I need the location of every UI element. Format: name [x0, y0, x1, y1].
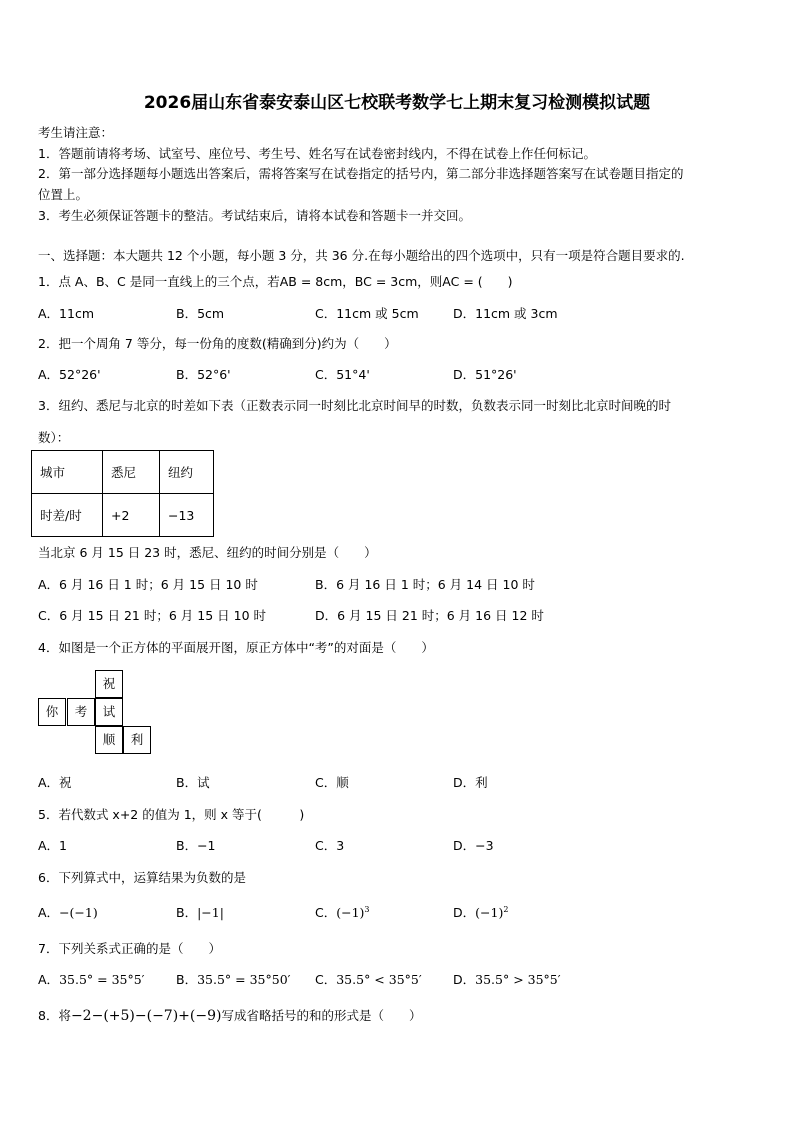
math-expression: (−1)	[475, 905, 504, 920]
exponent: 3	[364, 904, 370, 914]
math-expression: 35.5° = 35°5′	[59, 972, 145, 987]
q7-option-c	[315, 970, 422, 988]
timezone-table	[31, 450, 214, 537]
table-cell: 纽约	[160, 451, 214, 494]
q2-option-a: A．52°26'	[38, 367, 101, 382]
q7-option-b	[176, 970, 290, 988]
notice-item: 位置上。	[38, 187, 89, 202]
q5-option-a: A．1	[38, 838, 68, 853]
notice-item: 1．答题前请将考场、试室号、座位号、考生号、姓名写在试卷密封线内，不得在试卷上作任何标记。	[38, 146, 596, 161]
q2-option-b: B．52°6'	[176, 367, 231, 382]
notice-item: 3．考生必须保证答题卡的整洁。考试结束后，请将本试卷和答题卡一并交回。	[38, 208, 471, 223]
q5-option-d: D．−3	[453, 838, 494, 853]
question-4-stem: 4．如图是一个正方体的平面展开图，原正方体中“考”的对面是（ ）	[38, 640, 434, 655]
q4-option-c: C．顺	[315, 775, 349, 790]
q6-option-d	[453, 903, 508, 921]
q7-option-a	[38, 970, 145, 988]
q1-option-a: A．11cm	[38, 306, 95, 321]
math-expression: −(−1)	[59, 905, 98, 920]
q2-option-d: D．51°26'	[453, 367, 517, 382]
math-expression: 35.5° = 35°50′	[197, 972, 291, 987]
question-7-stem: 7．下列关系式正确的是（ ）	[38, 941, 221, 956]
net-cell: 祝	[95, 670, 123, 698]
question-text: 写成省略括号的和的形式是（ ）	[221, 1008, 422, 1023]
exponent: 2	[503, 904, 509, 914]
table-cell: +2	[103, 494, 160, 537]
math-expression: −2−(+5)−(−7)+(−9)	[70, 1008, 222, 1024]
cube-net-diagram	[38, 670, 158, 760]
table-cell: 城市	[32, 451, 103, 494]
question-5-stem: 5．若代数式 x+2 的值为 1，则 x 等于( )	[38, 807, 305, 822]
q3-option-c: C．6 月 15 日 21 时；6 月 15 日 10 时	[38, 608, 266, 623]
option-label: C．	[315, 972, 337, 987]
q5-option-b: B．−1	[176, 838, 216, 853]
net-cell: 顺	[95, 726, 123, 754]
math-expression: 35.5° > 35°5′	[475, 972, 561, 987]
q5-option-c: C．3	[315, 838, 345, 853]
section-heading: 一、选择题：本大题共 12 个小题，每小题 3 分，共 36 分.在每小题给出的四个选项中，只有一项是符合题目要求的.	[38, 248, 685, 263]
q1-option-d: D．11cm 或 3cm	[453, 306, 558, 321]
option-label: A．	[38, 905, 60, 920]
q3-option-a: A．6 月 16 日 1 时；6 月 15 日 10 时	[38, 577, 258, 592]
option-label: C．	[315, 905, 337, 920]
math-expression: |−1|	[197, 905, 224, 920]
notice-heading: 考生请注意：	[38, 125, 114, 140]
question-3-question: 当北京 6 月 15 日 23 时，悉尼、纽约的时间分别是（ ）	[38, 545, 377, 560]
q3-option-d: D．6 月 15 日 21 时；6 月 16 日 12 时	[315, 608, 544, 623]
table-cell: −13	[160, 494, 214, 537]
net-cell: 试	[95, 698, 123, 726]
q6-option-c	[315, 903, 370, 921]
question-6-stem: 6．下列算式中，运算结果为负数的是	[38, 870, 246, 885]
question-number: 8．将	[38, 1008, 71, 1023]
q1-option-b: B．5cm	[176, 306, 225, 321]
q2-option-c: C．51°4'	[315, 367, 370, 382]
q1-option-c: C．11cm 或 5cm	[315, 306, 419, 321]
question-3-stem: 3．纽约、悉尼与北京的时差如下表（正数表示同一时刻比北京时间早的时数，负数表示同一时刻比北京时间晚的时	[38, 398, 671, 413]
option-label: D．	[453, 972, 476, 987]
question-1-stem: 1．点 A、B、C 是同一直线上的三个点，若AB = 8cm，BC = 3cm，则AC = ( )	[38, 274, 513, 289]
question-2-stem: 2．把一个周角 7 等分，每一份角的度数(精确到分)约为（ ）	[38, 336, 397, 351]
page-title: 2026届山东省泰安泰山区七校联考数学七上期末复习检测模拟试题	[143, 93, 651, 113]
option-label: B．	[176, 905, 198, 920]
question-8-stem	[38, 1006, 421, 1024]
net-cell: 利	[123, 726, 151, 754]
q4-option-d: D．利	[453, 775, 488, 790]
net-cell: 考	[67, 698, 95, 726]
q4-option-b: B．试	[176, 775, 210, 790]
table-cell: 悉尼	[103, 451, 160, 494]
math-expression: (−1)	[336, 905, 365, 920]
q6-option-a	[38, 903, 98, 921]
q3-option-b: B．6 月 16 日 1 时；6 月 14 日 10 时	[315, 577, 535, 592]
option-label: B．	[176, 972, 198, 987]
option-label: A．	[38, 972, 60, 987]
table-row	[32, 494, 214, 537]
notice-item: 2．第一部分选择题每小题选出答案后，需将答案写在试卷指定的括号内，第二部分非选择题答案写在试卷题目指定的	[38, 166, 684, 181]
q6-option-b	[176, 903, 224, 921]
option-label: D．	[453, 905, 476, 920]
q4-option-a: A．祝	[38, 775, 72, 790]
question-3-stem-cont: 数）：	[38, 430, 70, 445]
table-cell: 时差/时	[32, 494, 103, 537]
table-row	[32, 451, 214, 494]
math-expression: 35.5° < 35°5′	[336, 972, 422, 987]
net-cell: 你	[38, 698, 66, 726]
q7-option-d	[453, 970, 561, 988]
